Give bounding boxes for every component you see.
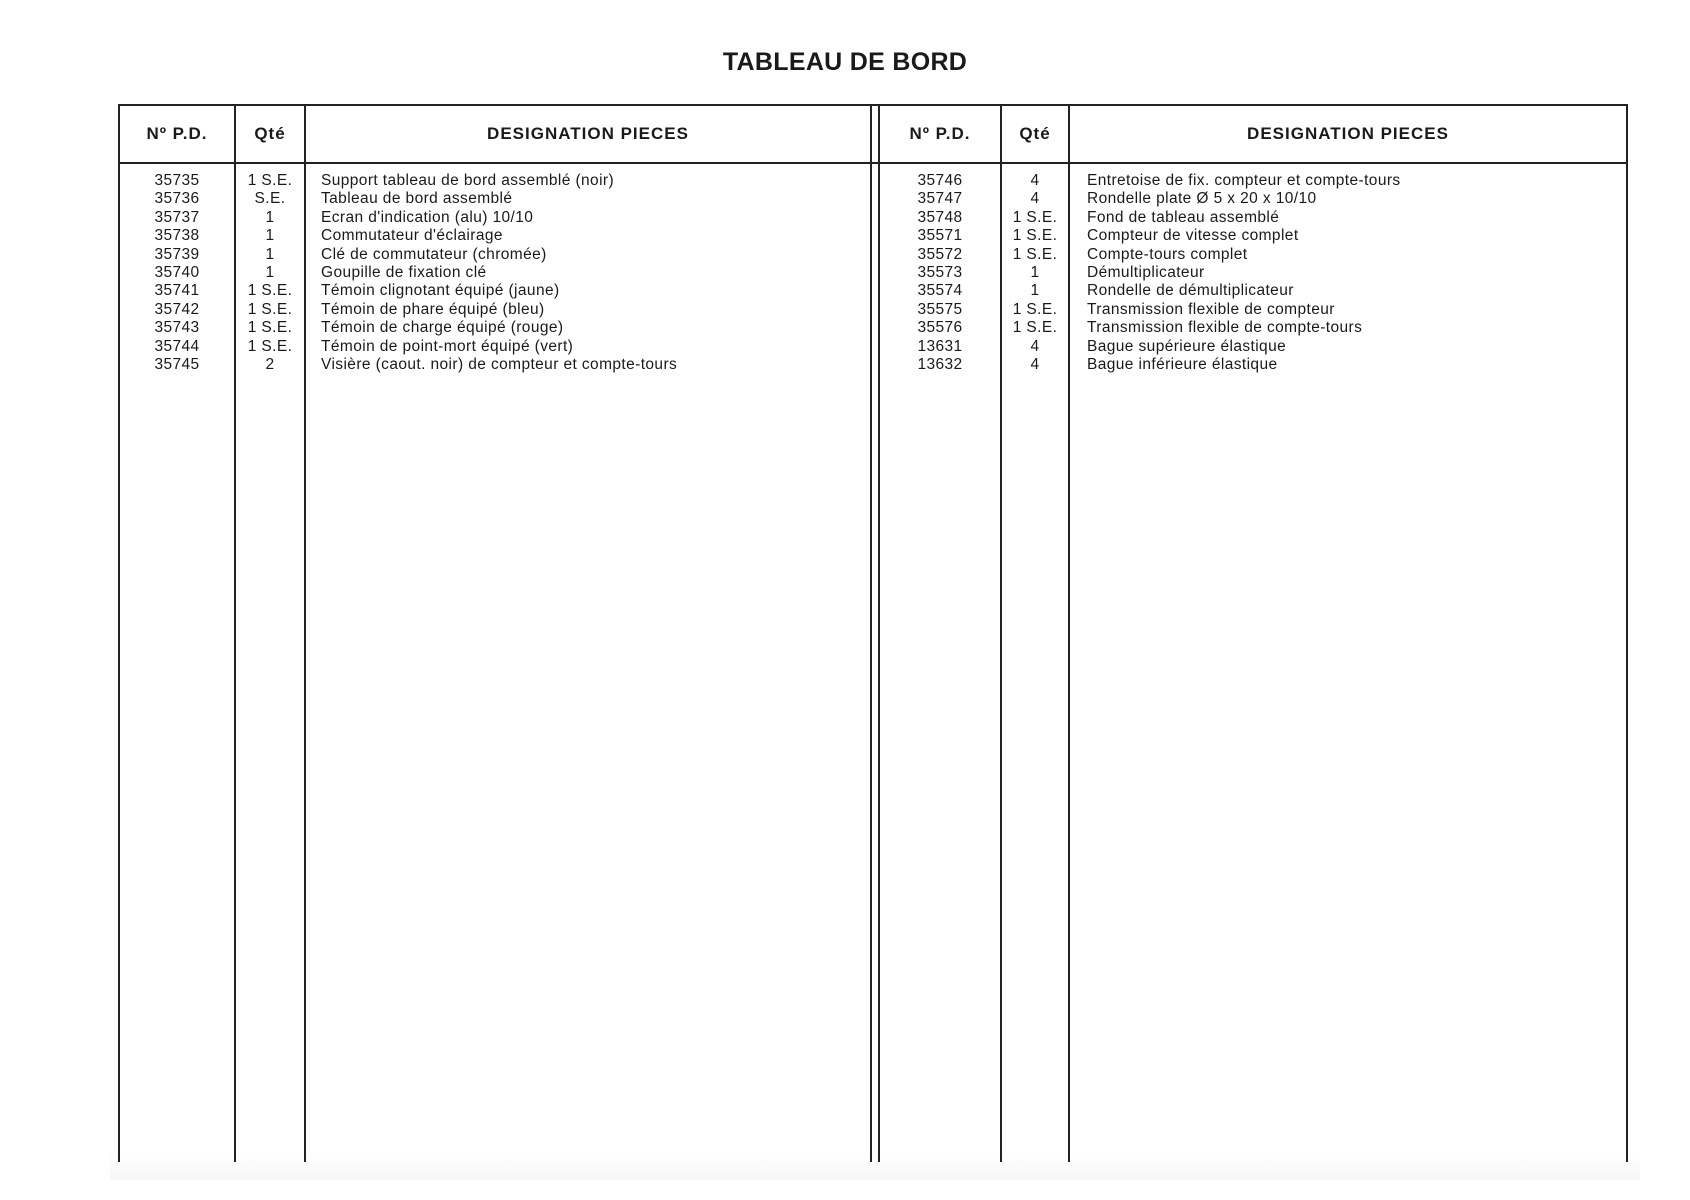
designation: Témoin de charge équipé (rouge) [321, 319, 564, 337]
part-number: 35741 [154, 282, 200, 300]
part-number: 35740 [154, 264, 200, 281]
designation: Témoin de phare équipé (bleu) [321, 300, 545, 318]
table-row [118, 282, 1626, 300]
designation: Commutateur d'éclairage [321, 227, 503, 245]
quantity: 1 S.E. [1012, 227, 1058, 245]
designation: Rondelle de démultiplicateur [1087, 282, 1294, 300]
designation: Bague supérieure élastique [1087, 337, 1287, 355]
quantity: 1 S.E. [247, 337, 293, 355]
part-number: 35745 [154, 356, 200, 373]
quantity: 1 S.E. [1012, 300, 1058, 318]
part-number: 13632 [917, 356, 963, 373]
part-number: 35574 [917, 282, 963, 300]
table-row [118, 319, 1626, 337]
table-row [118, 172, 1626, 190]
quantity: 1 S.E. [1012, 319, 1058, 337]
part-number: 35742 [154, 300, 200, 318]
part-number: 35746 [917, 172, 963, 189]
designation: Bague inférieure élastique [1087, 356, 1278, 373]
quantity: 1 [265, 264, 275, 281]
part-number: 35738 [154, 227, 200, 245]
page-title: TABLEAU DE BORD [722, 48, 968, 76]
part-number: 35735 [154, 172, 200, 189]
table-row [118, 227, 1626, 245]
part-number: 35744 [154, 337, 200, 355]
quantity: 1 S.E. [247, 319, 293, 337]
header-divider [118, 162, 1628, 164]
quantity: 1 [265, 245, 275, 263]
part-number: 35571 [917, 227, 963, 245]
designation: Démultiplicateur [1087, 264, 1205, 281]
quantity: 1 [265, 227, 275, 245]
part-number: 35743 [154, 319, 200, 337]
quantity: 1 S.E. [1012, 208, 1058, 226]
quantity: 1 [1030, 282, 1040, 300]
designation: Visière (caout. noir) de compteur et compte-tours [321, 356, 678, 373]
designation: Entretoise de fix. compteur et compte-tours [1087, 172, 1401, 189]
quantity: 4 [1030, 337, 1040, 355]
quantity: 1 S.E. [1012, 245, 1058, 263]
designation: Support tableau de bord assemblé (noir) [321, 172, 615, 189]
part-number: 35739 [154, 245, 200, 263]
table-row [118, 338, 1626, 356]
designation: Compteur de vitesse complet [1087, 227, 1299, 245]
designation: Tableau de bord assemblé [321, 190, 513, 208]
scan-shadow [110, 1150, 1640, 1180]
part-number: 35573 [917, 264, 963, 281]
quantity: 1 S.E. [247, 300, 293, 318]
table-row [118, 209, 1626, 227]
part-number: 13631 [917, 337, 963, 355]
header-quantity: Qté [1019, 124, 1051, 143]
table-row [118, 264, 1626, 282]
part-number: 35736 [154, 190, 200, 208]
parts-table [118, 104, 1628, 1162]
part-number: 35572 [917, 245, 963, 263]
header-quantity: Qté [254, 124, 286, 143]
header-designation: DESIGNATION PIECES [487, 124, 689, 143]
designation: Ecran d'indication (alu) 10/10 [321, 208, 534, 226]
quantity: S.E. [254, 190, 286, 208]
designation: Rondelle plate Ø 5 x 20 x 10/10 [1087, 190, 1317, 208]
header-part-number: Nº P.D. [909, 124, 971, 143]
table-border-right [1626, 106, 1628, 1162]
quantity: 1 S.E. [247, 172, 293, 189]
designation: Transmission flexible de compte-tours [1087, 319, 1363, 337]
quantity: 1 [1030, 264, 1040, 281]
designation: Clé de commutateur (chromée) [321, 245, 547, 263]
header-designation: DESIGNATION PIECES [1247, 124, 1449, 143]
designation: Goupille de fixation clé [321, 264, 487, 281]
designation: Témoin de point-mort équipé (vert) [321, 337, 574, 355]
header-part-number: Nº P.D. [146, 124, 208, 143]
quantity: 1 [265, 208, 275, 226]
part-number: 35737 [154, 208, 200, 226]
table-row [118, 190, 1626, 208]
part-number: 35575 [917, 300, 963, 318]
part-number: 35747 [917, 190, 963, 208]
quantity: 4 [1030, 356, 1040, 373]
quantity: 4 [1030, 172, 1040, 189]
designation: Fond de tableau assemblé [1087, 208, 1280, 226]
quantity: 4 [1030, 190, 1040, 208]
designation: Transmission flexible de compteur [1087, 300, 1335, 318]
table-row [118, 356, 1626, 374]
part-number: 35576 [917, 319, 963, 337]
designation: Témoin clignotant équipé (jaune) [321, 282, 560, 300]
table-row [118, 301, 1626, 319]
designation: Compte-tours complet [1087, 245, 1248, 263]
table-row [118, 246, 1626, 264]
quantity: 2 [265, 356, 275, 373]
part-number: 35748 [917, 208, 963, 226]
quantity: 1 S.E. [247, 282, 293, 300]
